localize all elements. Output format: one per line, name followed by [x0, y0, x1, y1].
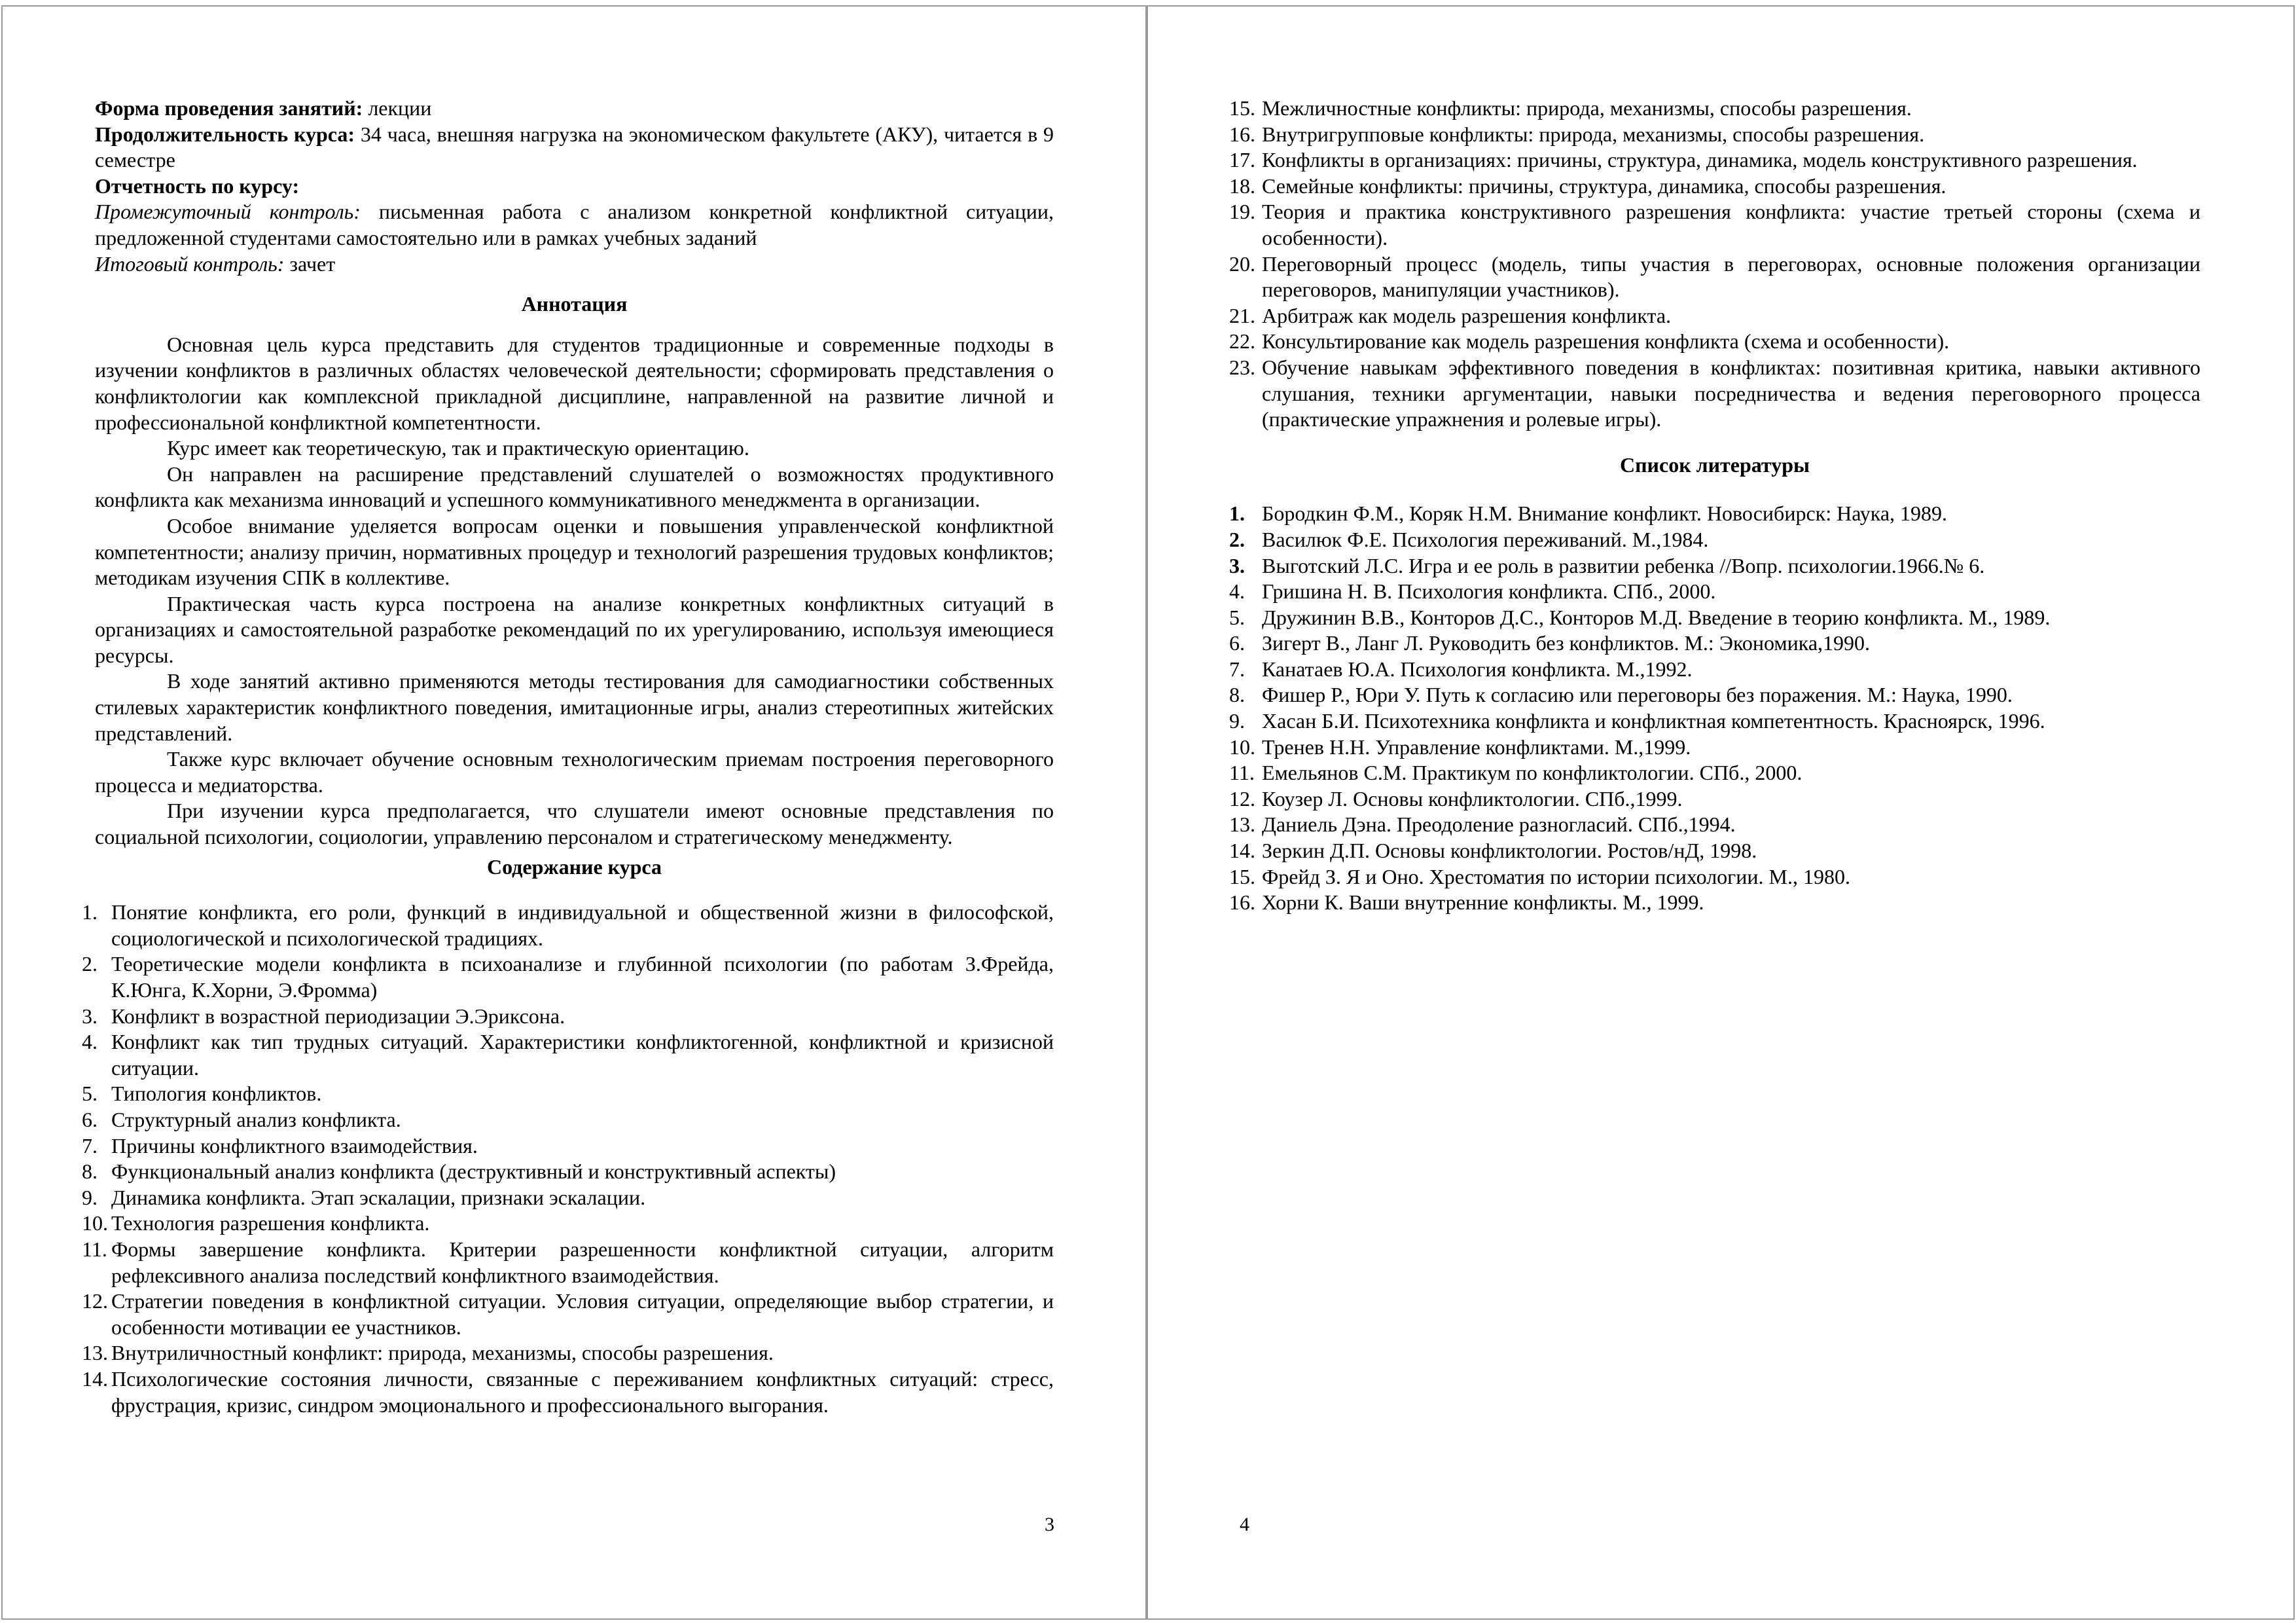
item-text: Теория и практика конструктивного разрешения конфликта: участие третьей стороны (схема и особенности). [1262, 200, 2200, 249]
item-text: Бородкин Ф.М., Коряк Н.М. Внимание конфликт. Новосибирск: Наука, 1989. [1262, 501, 1948, 526]
item-number: 15. [1229, 864, 1255, 888]
item-text: Понятие конфликта, его роли, функций в индивидуальной и общественной жизни в философской, социологической и психологической традициях. [111, 900, 1054, 950]
annotation-paragraph: Основная цель курса представить для студентов традиционные и современные подходы в изучении конфликтов в различных областях человеческой деятельности; сформировать представления о конфликтологии как комплексной прикладной дисциплине, направленной на развитие личной и профессиональной конфликтной компетентности. [95, 332, 1054, 434]
item-number: 7. [1229, 657, 1245, 681]
final-value: зачет [284, 251, 336, 276]
final-label: Итоговый контроль: [95, 251, 285, 276]
duration-value: 34 часа, внешняя нагрузка на экономическом факультете (АКУ), читается в 9 семестре [95, 122, 1054, 172]
item-text: Внутриличностный конфликт: природа, механизмы, способы разрешения. [111, 1341, 774, 1365]
item-number: 2. [82, 952, 98, 976]
item-text: Василюк Ф.Е. Психология переживаний. М.,1984. [1262, 527, 1709, 551]
item-number: 14. [1229, 839, 1255, 863]
item-text: Зеркин Д.П. Основы конфликтологии. Ростов/нД, 1998. [1262, 839, 1757, 863]
item-text: Конфликт как тип трудных ситуаций. Характеристики конфликтогенной, конфликтной и кризисной ситуации. [111, 1030, 1054, 1080]
item-text: Теоретические модели конфликта в психоанализе и глубинной психологии (по работам З.Фрейда, К.Юнга, К.Хорни, Э.Фромма) [111, 952, 1054, 1002]
item-number: 1. [82, 900, 98, 924]
annotation-paragraph: Курс имеет как теоретическую, так и практическую ориентацию. [167, 436, 749, 460]
literature-item [1229, 838, 2200, 864]
literature-list [1229, 501, 2200, 916]
list-item [82, 1159, 1054, 1185]
item-number: 3. [82, 1004, 98, 1028]
page-left-content [82, 96, 1054, 1418]
item-text: Коузер Л. Основы конфликтологии. СПб.,1999. [1262, 786, 1683, 811]
list-item [82, 1029, 1054, 1081]
item-text: Хорни К. Ваши внутренние конфликты. М., 1999. [1262, 890, 1704, 915]
item-number: 4. [1229, 579, 1245, 604]
list-item [82, 1081, 1054, 1107]
form-label: Форма проведения занятий: [95, 96, 363, 120]
literature-item [1229, 708, 2200, 735]
item-number: 5. [82, 1082, 98, 1106]
item-text: Консультирование как модель разрешения конфликта (схема и особенности). [1262, 329, 1950, 354]
item-number: 8. [82, 1159, 98, 1184]
annotation-paragraph: Практическая часть курса построена на анализе конкретных конфликтных ситуаций в организациях и самостоятельной разработке рекомендаций по их урегулированию, используя имеющиеся ресурсы. [95, 591, 1054, 667]
list-item [82, 1237, 1054, 1288]
item-number: 10. [1229, 735, 1255, 759]
item-number: 5. [1229, 605, 1245, 629]
interim-label: Промежуточный контроль: [95, 200, 361, 224]
literature-item [1229, 735, 2200, 761]
item-text: Стратегии поведения в конфликтной ситуации. Условия ситуации, определяющие выбор стратегии, и особенности мотивации ее участников. [111, 1289, 1054, 1339]
form-line [95, 96, 1054, 122]
list-item [1229, 355, 2200, 433]
list-item [82, 1107, 1054, 1133]
contents-list-continued [1229, 96, 2200, 433]
list-item [82, 1185, 1054, 1211]
page-number-right: 4 [1240, 1514, 1249, 1535]
item-text: Тренев Н.Н. Управление конфликтами. М.,1999. [1262, 735, 1691, 759]
item-number: 16. [1229, 122, 1255, 146]
item-number: 11. [82, 1237, 107, 1261]
form-value: лекции [363, 96, 432, 120]
item-number: 18. [1229, 173, 1255, 198]
item-text: Даниель Дэна. Преодоление разногласий. СПб.,1994. [1262, 812, 1736, 837]
item-number: 13. [82, 1341, 108, 1365]
item-text: Формы завершение конфликта. Критерии разрешенности конфликтной ситуации, алгоритм рефлексивного анализа последствий конфликтного взаимодействия. [111, 1237, 1054, 1287]
item-number: 19. [1229, 200, 1255, 224]
item-number: 1. [1229, 501, 1245, 526]
item-number: 23. [1229, 355, 1255, 379]
item-text: Функциональный анализ конфликта (деструктивный и конструктивный аспекты) [111, 1159, 836, 1184]
annotation-paragraph: При изучении курса предполагается, что слушатели имеют основные представления по социальной психологии, социологии, управлению персоналом и стратегическому менеджменту. [95, 799, 1054, 849]
item-number: 9. [82, 1185, 98, 1209]
list-item [82, 1366, 1054, 1418]
literature-item [1229, 553, 2200, 579]
literature-item [1229, 786, 2200, 812]
reporting-label: Отчетность по курсу: [95, 173, 300, 198]
page-number-left: 3 [1045, 1514, 1054, 1535]
item-number: 22. [1229, 329, 1255, 354]
item-number: 15. [1229, 96, 1255, 120]
item-text: Канатаев Ю.А. Психология конфликта. М.,1992. [1262, 657, 1693, 681]
item-number: 9. [1229, 709, 1245, 733]
item-number: 20. [1229, 251, 1255, 276]
item-text: Фрейд З. Я и Оно. Хрестоматия по истории психологии. М., 1980. [1262, 864, 1850, 888]
list-item [1229, 173, 2200, 200]
list-item [1229, 122, 2200, 148]
list-item [82, 1211, 1054, 1237]
literature-item [1229, 657, 2200, 683]
item-text: Типология конфликтов. [111, 1082, 322, 1106]
annotation-paragraph: Он направлен на расширение представлений слушателей о возможностях продуктивного конфликта как механизма инноваций и успешного коммуникативного менеджмента в организации. [95, 462, 1054, 512]
item-number: 10. [82, 1211, 108, 1235]
list-item [82, 1288, 1054, 1340]
literature-item [1229, 605, 2200, 631]
item-number: 14. [82, 1366, 108, 1391]
item-text: Дружинин В.В., Конторов Д.С., Конторов М.Д. Введение в теорию конфликта. М., 1989. [1262, 605, 2051, 629]
item-number: 16. [1229, 890, 1255, 915]
literature-item [1229, 682, 2200, 708]
literature-item [1229, 630, 2200, 657]
list-item [1229, 96, 2200, 122]
item-number: 7. [82, 1133, 98, 1158]
literature-item [1229, 527, 2200, 553]
item-number: 12. [82, 1289, 108, 1313]
item-number: 11. [1229, 761, 1255, 785]
list-item [1229, 329, 2200, 355]
item-text: Технология разрешения конфликта. [111, 1211, 430, 1235]
annotation-title: Аннотация [521, 292, 628, 316]
item-number: 17. [1229, 148, 1255, 172]
list-item [82, 1340, 1054, 1366]
item-text: Обучение навыкам эффективного поведения в конфликтах: позитивная критика, навыки активного слушания, техники аргументации, навыки посредничества и ведения переговорного процесса (практические упражнения и ролевые игры). [1262, 355, 2200, 431]
item-text: Фишер Р., Юри У. Путь к согласию или переговоры без поражения. М.: Наука, 1990. [1262, 683, 2013, 707]
item-number: 12. [1229, 786, 1255, 811]
literature-title: Список литературы [1620, 452, 1810, 477]
item-text: Конфликты в организациях: причины, структура, динамика, модель конструктивного разрешения. [1262, 148, 2138, 172]
item-text: Конфликт в возрастной периодизации Э.Эриксона. [111, 1004, 565, 1028]
item-text: Хасан Б.И. Психотехника конфликта и конфликтная компетентность. Красноярск, 1996. [1262, 709, 2045, 733]
item-number: 3. [1229, 553, 1245, 577]
literature-item [1229, 579, 2200, 605]
item-text: Зигерт В., Ланг Л. Руководить без конфликтов. М.: Экономика,1990. [1262, 631, 1871, 655]
item-text: Переговорный процесс (модель, типы участия в переговорах, основные положения организации переговоров, манипуляции участников). [1262, 251, 2200, 302]
annotation-paragraph: Особое внимание уделяется вопросам оценки и повышения управленческой конфликтной компетентности; анализу причин, нормативных процедур и технологий разрешения трудовых конфликтов; методикам изучения СПК в коллективе. [95, 513, 1054, 590]
item-text: Арбитраж как модель разрешения конфликта. [1262, 303, 1672, 327]
interim-line [95, 199, 1054, 251]
annotation-paragraph: В ходе занятий активно применяются методы тестирования для самодиагностики собственных стилевых характеристик конфликтного поведения, имитационные игры, анализ стереотипных житейских представлений. [95, 669, 1054, 745]
item-text: Психологические состояния личности, связанные с переживанием конфликтных ситуаций: стресс, фрустрация, кризис, синдром эмоционального и профессионального выгорания. [111, 1366, 1054, 1417]
literature-item [1229, 864, 2200, 890]
duration-label: Продолжительность курса: [95, 122, 355, 146]
list-item [82, 1004, 1054, 1030]
page-right-content [1229, 96, 2200, 916]
final-line [95, 251, 1054, 278]
item-text: Структурный анализ конфликта. [111, 1107, 401, 1131]
annotation-paragraph: Также курс включает обучение основным технологическим приемам построения переговорного процесса и медиаторства. [95, 747, 1054, 797]
item-text: Межличностные конфликты: природа, механизмы, способы разрешения. [1262, 96, 1912, 120]
item-number: 6. [1229, 631, 1245, 655]
literature-item [1229, 501, 2200, 527]
item-number: 21. [1229, 303, 1255, 327]
literature-item [1229, 760, 2200, 786]
list-item [82, 1133, 1054, 1159]
interim-value: письменная работа с анализом конкретной конфликтной ситуации, предложенной студентами самостоятельно или в рамках учебных заданий [95, 200, 1054, 249]
item-text: Гришина Н. В. Психология конфликта. СПб., 2000. [1262, 579, 1716, 604]
item-text: Выготский Л.С. Игра и ее роль в развитии ребенка //Вопр. психологии.1966.№ 6. [1262, 553, 1985, 577]
item-number: 2. [1229, 527, 1245, 551]
item-text: Семейные конфликты: причины, структура, динамика, способы разрешения. [1262, 173, 1946, 198]
list-item [1229, 147, 2200, 173]
item-text: Причины конфликтного взаимодействия. [111, 1133, 478, 1158]
item-text: Динамика конфликта. Этап эскалации, признаки эскалации. [111, 1185, 646, 1209]
item-number: 4. [82, 1030, 98, 1054]
contents-list [82, 900, 1054, 1418]
contents-title: Содержание курса [486, 854, 662, 879]
list-item [1229, 303, 2200, 329]
literature-item [1229, 890, 2200, 916]
list-item [1229, 199, 2200, 251]
item-number: 13. [1229, 812, 1255, 837]
duration-line [95, 122, 1054, 173]
item-number: 8. [1229, 683, 1245, 707]
item-text: Емельянов С.М. Практикум по конфликтологии. СПб., 2000. [1262, 761, 1803, 785]
literature-item [1229, 812, 2200, 838]
list-item [82, 900, 1054, 951]
list-item [1229, 251, 2200, 303]
item-text: Внутригрупповые конфликты: природа, механизмы, способы разрешения. [1262, 122, 1925, 146]
list-item [82, 951, 1054, 1003]
item-number: 6. [82, 1107, 98, 1131]
